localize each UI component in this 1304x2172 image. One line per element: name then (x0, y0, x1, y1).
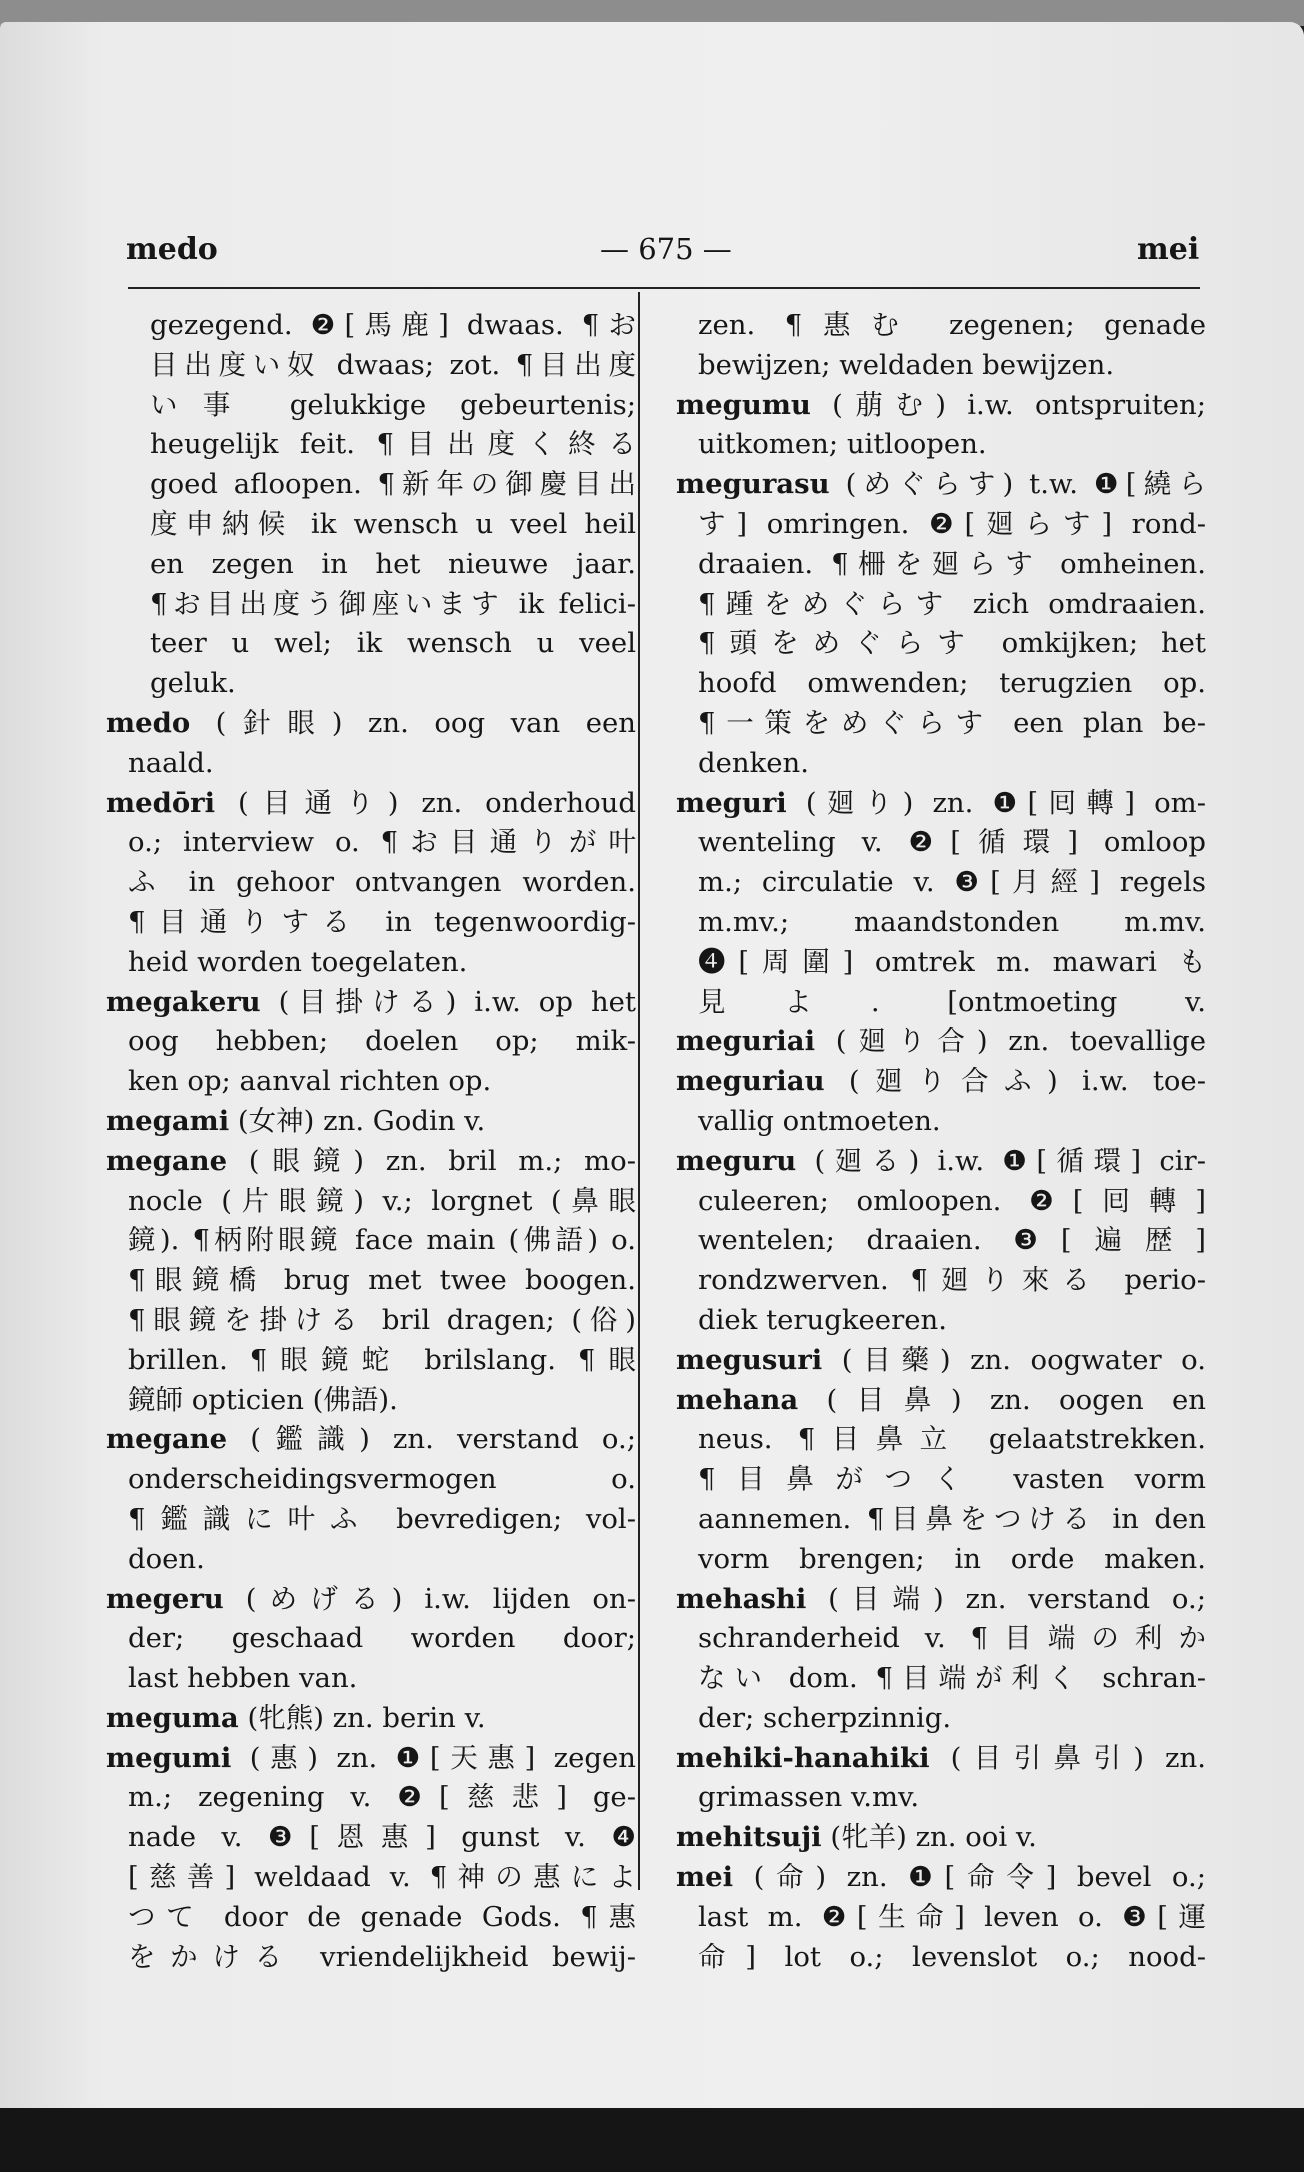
entry-line: heid worden toegelaten. (128, 945, 468, 978)
headword: megurasu (676, 468, 830, 501)
headword: medōri (106, 786, 216, 819)
entry-line: megane (眼鏡) zn. bril m.; mo- (106, 1144, 636, 1177)
entry-line: aannemen. ¶目鼻をつける in den (698, 1502, 1206, 1535)
entry-line: ¶お目出度う御座います ik felici- (150, 587, 636, 620)
entry-line: vallig ontmoeten. (698, 1104, 941, 1137)
entry-line: [慈善] weldaad v. ¶神の惠によ (128, 1861, 636, 1894)
header-rule (128, 287, 1200, 289)
entry-line: mei (命) zn. ❶[命令] bevel o.; (676, 1861, 1206, 1894)
entry-line: 見よ. [ontmoeting v. (698, 985, 1206, 1018)
entry-line: megumi (惠) zn. ❶[天惠] zegen (106, 1741, 636, 1774)
headword: megane (106, 1144, 228, 1177)
entry-line: hoofd omwenden; terugzien op. (698, 667, 1206, 700)
entry-line: 鏡). ¶柄附眼鏡 face main (佛語) o. (128, 1224, 636, 1257)
headword: meguri (676, 786, 787, 819)
entry-line: m.; zegening v. ❷[慈悲] ge- (128, 1781, 636, 1814)
entry-line: megane (鑑識) zn. verstand o.; (106, 1423, 636, 1456)
headword: megami (106, 1104, 230, 1137)
entry-line: schranderheid v. ¶目端の利か (698, 1622, 1206, 1655)
entry-line: meguru (廻る) i.w. ❶[循環] cir- (676, 1144, 1206, 1177)
entry-line: heugelijk feit. ¶目出度く終る (150, 428, 636, 461)
entry-line: culeeren; omloopen. ❷[囘轉] (698, 1184, 1206, 1217)
entry-line: mehitsuji (牝羊) zn. ooi v. (676, 1821, 1037, 1854)
entry-line: o.; interview o. ¶お目通りが叶 (128, 826, 636, 859)
entry-line: draaien. ¶柵を廻らす omheinen. (698, 547, 1206, 580)
entry-line: der; geschaad worden door; (128, 1622, 636, 1655)
entry-line: ¶目通りする in tegenwoordig- (128, 905, 636, 938)
headword: mehashi (676, 1582, 807, 1615)
entry-line: ¶眼鏡を掛ける bril dragen; (俗) (128, 1303, 636, 1336)
running-head-left: medo (126, 232, 218, 267)
entry-line: mehashi (目端) zn. verstand o.; (676, 1582, 1206, 1615)
entry-line: meguri (廻り) zn. ❶[囘轉] om- (676, 786, 1206, 819)
headword: megane (106, 1423, 228, 1456)
entry-line: gezegend. ❷[馬鹿] dwaas. ¶お (150, 309, 636, 341)
entry-line: grimassen v.mv. (698, 1781, 920, 1814)
entry-line: ¶一策をめぐらす een plan be- (698, 706, 1206, 739)
entry-line: diek terugkeeren. (698, 1303, 947, 1336)
entry-line: naald. (128, 746, 214, 779)
entry-line: brillen. ¶眼鏡蛇 brilslang. ¶眼 (128, 1343, 636, 1376)
entry-line: zen. ¶惠む zegenen; genade (698, 309, 1206, 341)
entry-line: m.; circulatie v. ❸[月經] regels (698, 866, 1206, 899)
headword: medo (106, 706, 191, 739)
entry-line: megurasu (めぐらす) t.w. ❶[繞ら (676, 468, 1206, 501)
headword: meguriau (676, 1065, 825, 1098)
entry-line: ¶眼鏡橋 brug met twee boogen. (128, 1264, 636, 1297)
headword: mehiki-hanahiki (676, 1741, 930, 1774)
entry-line: meguriai (廻り合) zn. toevallige (676, 1025, 1206, 1058)
headword: megumu (676, 388, 811, 421)
headword: megusuri (676, 1343, 823, 1376)
entry-line: neus. ¶目鼻立 gelaatstrekken. (698, 1423, 1206, 1456)
entry-line: oog hebben; doelen op; mik- (128, 1025, 636, 1058)
entry-line: onderscheidingsvermogen o. (128, 1463, 636, 1496)
entry-line: bewijzen; weldaden bewijzen. (698, 348, 1115, 381)
entry-line: ¶鑑識に叶ふ bevredigen; vol- (128, 1502, 636, 1535)
right-column (676, 306, 1206, 1977)
entry-line: ¶目鼻がつく vasten vorm (698, 1463, 1206, 1496)
entry-line: megakeru (目掛ける) i.w. op het (106, 985, 636, 1018)
entry-line: 鏡師 opticien (佛語). (128, 1383, 398, 1416)
entry-line: 度申納候 ik wensch u veel heil (150, 507, 636, 540)
column-divider (638, 292, 640, 1890)
entry-line: megami (女神) zn. Godin v. (106, 1104, 486, 1137)
headword: mei (676, 1861, 734, 1894)
entry-line: い事 gelukkige gebeurtenis; (150, 388, 636, 421)
entry-line: en zegen in het nieuwe jaar. (150, 547, 636, 580)
entry-line: goed afloopen. ¶新年の御慶目出 (150, 468, 636, 501)
entry-line: mehana (目鼻) zn. oogen en (676, 1383, 1206, 1416)
headword: meguma (106, 1701, 239, 1734)
headword: megumi (106, 1741, 232, 1774)
entry-line: wenteling v. ❷[循環] omloop (698, 826, 1206, 859)
entry-line: をかける vriendelijkheid bewij- (128, 1940, 636, 1973)
entry-line: 命] lot o.; levenslot o.; nood- (698, 1940, 1206, 1973)
entry-line: medōri (目通り) zn. onderhoud (106, 786, 636, 819)
headword: mehana (676, 1383, 799, 1416)
entry-line: megusuri (目藥) zn. oogwater o. (676, 1343, 1206, 1376)
entry-line: ¶踵をめぐらす zich omdraaien. (698, 587, 1206, 620)
entry-line: doen. (128, 1542, 205, 1575)
entry-line: nocle (片眼鏡) v.; lorgnet (鼻眼 (128, 1184, 636, 1217)
entry-line: meguma (牝熊) zn. berin v. (106, 1701, 486, 1734)
entry-line: medo (針眼) zn. oog van een (106, 706, 636, 739)
entry-line: teer u wel; ik wensch u veel (150, 627, 636, 660)
entry-line: uitkomen; uitloopen. (698, 428, 987, 461)
entry-line: der; scherpzinnig. (698, 1701, 952, 1734)
entry-line: ❹[周圍] omtrek m. mawari も (698, 945, 1206, 978)
running-head-right: mei (1137, 232, 1200, 267)
entry-line: megumu (萠む) i.w. ontspruiten; (676, 388, 1206, 421)
headword: megeru (106, 1582, 224, 1615)
page-number: — 675 — (600, 232, 732, 266)
entry-line: mehiki-hanahiki (目引鼻引) zn. (676, 1741, 1206, 1774)
headword: meguru (676, 1144, 797, 1177)
entry-line: vorm brengen; in orde maken. (698, 1542, 1206, 1575)
headword: megakeru (106, 985, 261, 1018)
entry-line: す] omringen. ❷[廻らす] rond- (698, 507, 1206, 540)
entry-line: geluk. (150, 667, 236, 700)
entry-line: wentelen; draaien. ❸[遍歴] (698, 1224, 1206, 1257)
entry-line: ken op; aanval richten op. (128, 1065, 492, 1098)
entry-line: megeru (めげる) i.w. lijden on- (106, 1582, 636, 1615)
scan-bottom-edge (0, 2108, 1304, 2172)
entry-line: nade v. ❸[恩惠] gunst v. ❹ (128, 1821, 636, 1854)
entry-line: last m. ❷[生命] leven o. ❸[運 (698, 1900, 1206, 1933)
entry-line: meguriau (廻り合ふ) i.w. toe- (676, 1065, 1206, 1098)
entry-line: last hebben van. (128, 1662, 358, 1695)
entry-line: ない dom. ¶目端が利く schran- (698, 1662, 1206, 1695)
headword: mehitsuji (676, 1821, 822, 1854)
entry-line: ふ in gehoor ontvangen worden. (128, 866, 636, 899)
entry-line: rondzwerven. ¶廻り來る perio- (698, 1264, 1206, 1297)
entry-line: つて door de genade Gods. ¶惠 (128, 1900, 636, 1933)
entry-line: 目出度い奴 dwaas; zot. ¶目出度 (150, 348, 636, 381)
entry-line: ¶頭をめぐらす omkijken; het (698, 627, 1206, 660)
headword: meguriai (676, 1025, 816, 1058)
entry-line: denken. (698, 746, 809, 779)
entry-line: m.mv.; maandstonden m.mv. (698, 905, 1206, 938)
left-column (106, 306, 636, 1977)
